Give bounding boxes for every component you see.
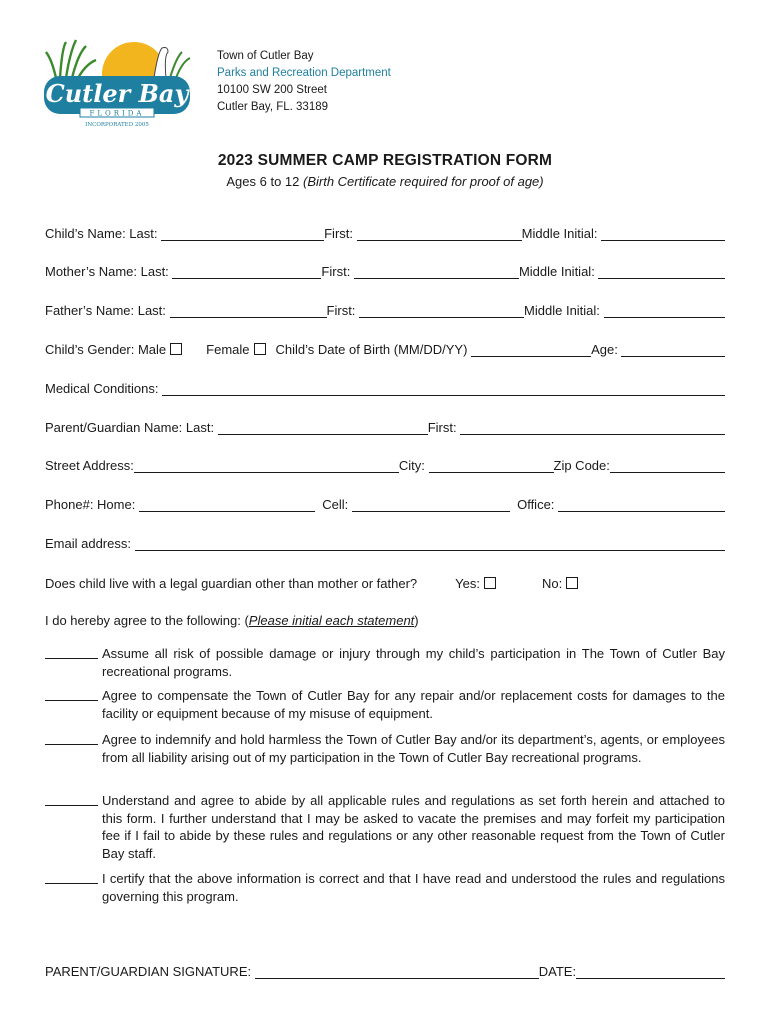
email-row: Email address: <box>45 531 725 551</box>
dob-field[interactable] <box>471 341 591 357</box>
address-block <box>217 48 391 116</box>
mother-name-row: Mother’s Name: Last: First: Middle Initial: <box>45 259 725 279</box>
initial-field[interactable] <box>45 700 98 701</box>
guardian-first-field[interactable] <box>460 419 725 435</box>
male-checkbox[interactable] <box>170 343 182 355</box>
statement-item: Assume all risk of possible damage or injury through my child’s participation in The Town of Cutler Bay recreational programs. <box>45 645 725 680</box>
city-state-zip: Cutler Bay, FL. 33189 <box>217 101 329 113</box>
logo-state: FLORIDA <box>89 109 145 118</box>
cutler-bay-logo <box>42 38 192 130</box>
initial-field[interactable] <box>45 744 98 745</box>
home-phone-field[interactable] <box>139 496 315 512</box>
logo-incorporated: INCORPORATED 2005 <box>85 122 149 128</box>
email-field[interactable] <box>135 535 725 551</box>
child-name-row: Child’s Name: Last: First: Middle Initial: <box>45 221 725 241</box>
guardian-last-field[interactable] <box>218 419 428 435</box>
child-last-field[interactable] <box>161 225 324 241</box>
phone-row: Phone#: Home: Cell: Office: <box>45 492 725 512</box>
statement-item: Agree to compensate the Town of Cutler Bay for any repair and/or replacement costs for damages to the facility or equipment because of my misuse of equipment. <box>45 687 725 722</box>
form-subtitle: Ages 6 to 12 (Birth Certificate required for proof of age) <box>226 174 544 189</box>
child-first-field[interactable] <box>357 225 522 241</box>
father-first-field[interactable] <box>359 302 524 318</box>
no-checkbox[interactable] <box>566 577 578 589</box>
city-field[interactable] <box>429 457 554 473</box>
father-name-row: Father’s Name: Last: First: Middle Initial: <box>45 298 725 318</box>
initial-field[interactable] <box>45 805 98 806</box>
logo-name: Cutler Bay <box>45 79 189 108</box>
gender-dob-row: Child’s Gender: Male Female Child’s Date of Birth (MM/DD/YY) Age: <box>45 337 725 357</box>
address-row: Street Address: City: Zip Code: <box>45 453 725 473</box>
statement-item: Understand and agree to abide by all applicable rules and regulations as set forth herein and attached to this form. I further understand that I may be asked to vacate the premises and may forfeit my participation fee if I fail to abide by these rules and regulations or any other reasonable request from the Town of Cutler Bay staff. <box>45 792 725 862</box>
guardian-row: Parent/Guardian Name: Last: First: <box>45 415 725 435</box>
father-middle-field[interactable] <box>604 302 725 318</box>
female-checkbox[interactable] <box>254 343 266 355</box>
street-field[interactable] <box>134 457 399 473</box>
signature-field[interactable] <box>255 963 539 979</box>
mother-middle-field[interactable] <box>598 263 725 279</box>
agreement-intro: I do hereby agree to the following: ( Please initial each statement ) <box>45 613 419 628</box>
zip-field[interactable] <box>610 457 725 473</box>
org-name: Town of Cutler Bay <box>217 50 314 62</box>
cell-phone-field[interactable] <box>352 496 510 512</box>
initial-field[interactable] <box>45 658 98 659</box>
child-middle-field[interactable] <box>601 225 725 241</box>
age-field[interactable] <box>621 341 725 357</box>
mother-first-field[interactable] <box>354 263 519 279</box>
initial-field[interactable] <box>45 883 98 884</box>
statement-item: Agree to indemnify and hold harmless the Town of Cutler Bay and/or its department’s, agents, or employees from all liability arising out of my participation in the Town of Cutler Bay recreational programs. <box>45 731 725 766</box>
statement-item: I certify that the above information is correct and that I have read and understood the rules and regulations governing this program. <box>45 870 725 905</box>
medical-row: Medical Conditions: <box>45 376 725 396</box>
father-last-field[interactable] <box>170 302 327 318</box>
mother-last-field[interactable] <box>172 263 321 279</box>
signature-row: PARENT/GUARDIAN SIGNATURE: DATE: <box>45 959 725 979</box>
legal-guardian-row: Does child live with a legal guardian other than mother or father? Yes: No: <box>45 571 725 591</box>
form-title: 2023 SUMMER CAMP REGISTRATION FORM <box>217 152 553 169</box>
dept-name: Parks and Recreation Department <box>217 67 391 79</box>
date-field[interactable] <box>576 963 725 979</box>
street-address: 10100 SW 200 Street <box>217 84 327 96</box>
yes-checkbox[interactable] <box>484 577 496 589</box>
office-phone-field[interactable] <box>558 496 725 512</box>
medical-field[interactable] <box>162 380 725 396</box>
